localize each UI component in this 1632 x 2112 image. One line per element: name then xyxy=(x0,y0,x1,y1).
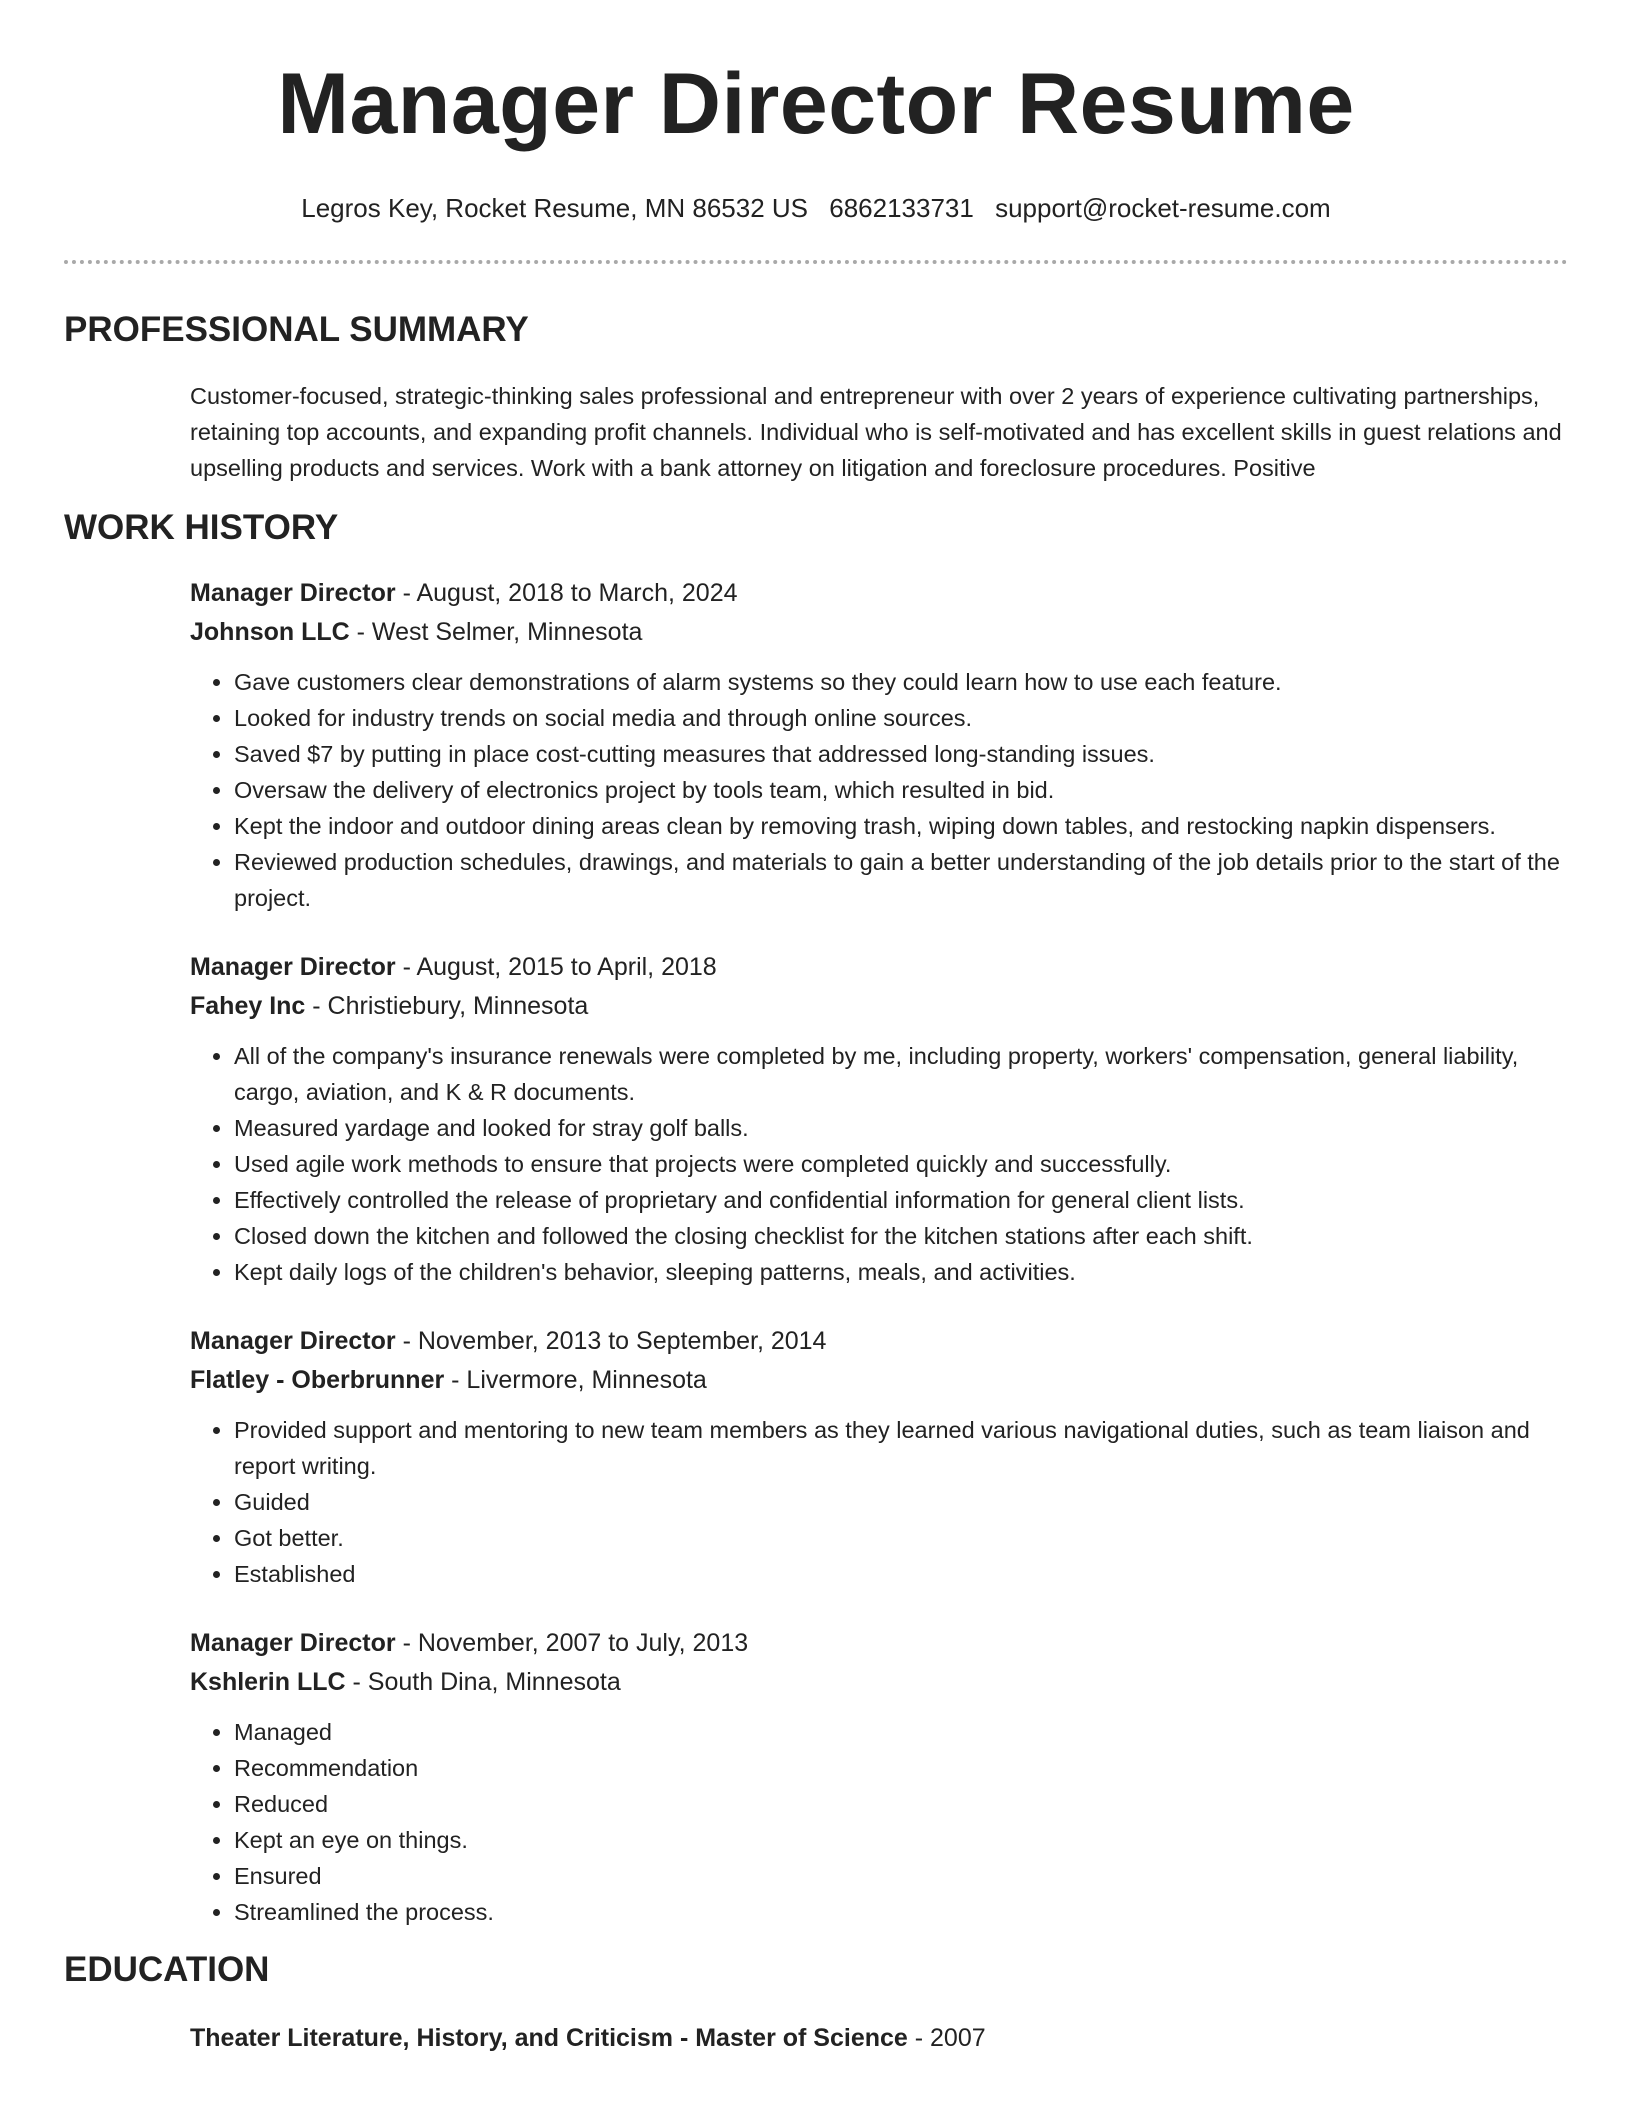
job-bullet: • Ensured xyxy=(234,1858,1568,1894)
job-entry xyxy=(190,1322,1568,1592)
resume-header xyxy=(64,0,1568,224)
job-company: Johnson LLC xyxy=(190,618,350,646)
job-location: - South Dina, Minnesota xyxy=(345,1668,621,1696)
summary-text: Customer-focused, strategic-thinking sales professional and entrepreneur with over 2 years of experience cultivating partnerships, retaining top accounts, and expanding profit channels. Individual who is self-motivated and has excellent skills in guest relations and upselling products and services. Work with a bank attorney on litigation and foreclosure procedures. Positive xyxy=(190,383,1562,481)
section-title-education: EDUCATION xyxy=(64,1950,270,1989)
job-location: - Livermore, Minnesota xyxy=(444,1366,707,1394)
job-bullet: • Gave customers clear demonstrations of alarm systems so they could learn how to use each feature. xyxy=(234,664,1568,700)
job-bullets xyxy=(190,1038,1568,1290)
section-title-work-history: WORK HISTORY xyxy=(64,508,339,547)
job-company: Kshlerin LLC xyxy=(190,1668,346,1696)
job-bullet: • Streamlined the process. xyxy=(234,1894,1568,1930)
job-bullets xyxy=(190,1714,1568,1930)
job-bullet: • All of the company's insurance renewals were completed by me, including property, workers' compensation, general liability, cargo, aviation, and K & R documents. xyxy=(234,1038,1568,1110)
job-bullet: • Kept an eye on things. xyxy=(234,1822,1568,1858)
contact-line xyxy=(64,192,1568,224)
job-dates: - August, 2015 to April, 2018 xyxy=(395,953,717,981)
job-bullet: • Provided support and mentoring to new team members as they learned various navigational duties, such as team liaison and report writing. xyxy=(234,1412,1568,1484)
job-bullet: • Effectively controlled the release of proprietary and confidential information for general client lists. xyxy=(234,1182,1568,1218)
contact-phone: 6862133731 xyxy=(829,193,974,223)
job-role: Manager Director xyxy=(190,579,396,607)
job-dates: - November, 2013 to September, 2014 xyxy=(395,1327,827,1355)
resume-title: Manager Director Resume xyxy=(277,56,1355,152)
job-company: Flatley - Oberbrunner xyxy=(190,1366,445,1394)
job-company-line xyxy=(190,1361,1568,1400)
job-company-line xyxy=(190,1663,1568,1702)
job-bullet: • Measured yardage and looked for stray golf balls. xyxy=(234,1110,1568,1146)
job-location: - Christiebury, Minnesota xyxy=(305,992,589,1020)
contact-address: Legros Key, Rocket Resume, MN 86532 US xyxy=(301,193,809,223)
job-bullet: • Looked for industry trends on social media and through online sources. xyxy=(234,700,1568,736)
job-bullets xyxy=(190,664,1568,916)
job-bullet: • Established xyxy=(234,1556,1568,1592)
resume-page xyxy=(64,0,1568,2056)
section-title-summary: PROFESSIONAL SUMMARY xyxy=(64,310,529,349)
job-bullet: • Reduced xyxy=(234,1786,1568,1822)
job-bullet: • Used agile work methods to ensure that projects were completed quickly and successfully. xyxy=(234,1146,1568,1182)
job-bullet: • Oversaw the delivery of electronics project by tools team, which resulted in bid. xyxy=(234,772,1568,808)
job-dates: - November, 2007 to July, 2013 xyxy=(395,1629,749,1657)
job-company: Fahey Inc xyxy=(190,992,306,1020)
job-company-line xyxy=(190,613,1568,652)
education-entry xyxy=(190,2020,1568,2056)
job-role-line xyxy=(190,574,1568,613)
job-dates: - August, 2018 to March, 2024 xyxy=(395,579,738,607)
education-degree: Theater Literature, History, and Criticism - Master of Science xyxy=(190,2024,908,2052)
job-role: Manager Director xyxy=(190,1327,396,1355)
job-entry xyxy=(190,948,1568,1290)
job-bullet: • Managed xyxy=(234,1714,1568,1750)
job-bullet: • Kept the indoor and outdoor dining areas clean by removing trash, wiping down tables, and restocking napkin dispensers. xyxy=(234,808,1568,844)
job-bullet: • Got better. xyxy=(234,1520,1568,1556)
job-role-line xyxy=(190,1624,1568,1663)
job-role: Manager Director xyxy=(190,1629,396,1657)
job-entry xyxy=(190,574,1568,916)
job-role-line xyxy=(190,948,1568,987)
job-entry xyxy=(190,1624,1568,1930)
education-year: - 2007 xyxy=(907,2024,986,2052)
job-role-line xyxy=(190,1322,1568,1361)
job-bullet: • Recommendation xyxy=(234,1750,1568,1786)
job-bullets xyxy=(190,1412,1568,1592)
job-bullet: • Reviewed production schedules, drawings, and materials to gain a better understanding of the job details prior to the start of the project. xyxy=(234,844,1568,916)
job-bullet: • Guided xyxy=(234,1484,1568,1520)
header-divider xyxy=(64,260,1568,264)
job-bullet: • Closed down the kitchen and followed the closing checklist for the kitchen stations after each shift. xyxy=(234,1218,1568,1254)
job-bullet: • Kept daily logs of the children's behavior, sleeping patterns, meals, and activities. xyxy=(234,1254,1568,1290)
contact-email: support@rocket-resume.com xyxy=(995,193,1331,223)
job-role: Manager Director xyxy=(190,953,396,981)
job-location: - West Selmer, Minnesota xyxy=(349,618,643,646)
job-bullet: • Saved $7 by putting in place cost-cutting measures that addressed long-standing issues. xyxy=(234,736,1568,772)
job-company-line xyxy=(190,987,1568,1026)
